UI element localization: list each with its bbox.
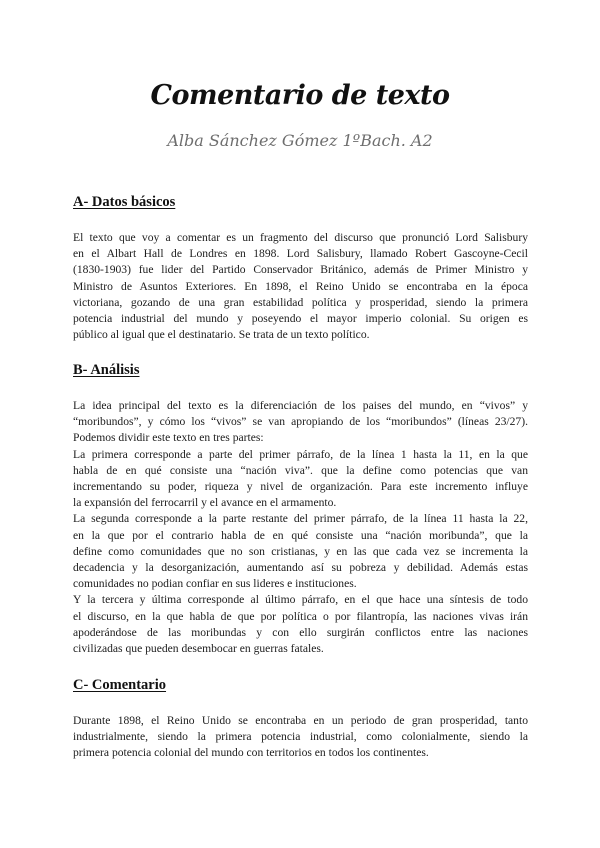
text-line: decadencia y la desorganización, aumentando así su pobreza y debilidad. Además estas <box>73 561 528 575</box>
text-line: público al igual que el destinatario. Se trata de un texto político. <box>73 328 370 342</box>
text-line: el discurso, en la que habla de que por política o por filantropía, las naciones vivas irán <box>73 609 528 623</box>
text-line: incrementando su poder, riqueza y nivel de organización. Para este incremento influye <box>73 480 528 494</box>
text-line: primera potencia colonial del mundo con territorios en todos los continentes. <box>73 746 429 760</box>
text-line: El texto que voy a comentar es un fragmento del discurso que pronunció Lord Salisbury <box>73 231 528 244</box>
text-line: habla de en qué consiste una “nación viva”. que la define como potencias que van <box>73 463 528 477</box>
section-heading-comentario: C- Comentario <box>73 677 167 693</box>
text-line: industrialmente, siendo la primera potencia industrial, como colonialmente, siendo la <box>73 730 528 744</box>
text-line: La segunda corresponde a la parte restante del primer párrafo, de la línea 11 hasta la 22, <box>73 512 528 526</box>
text-line: apoderándose de las moribundas y con ello surgirán conflictos entre las naciones <box>73 625 528 639</box>
section-heading-analisis: B- Análisis <box>73 362 140 378</box>
text-line: La primera corresponde a parte del primer párrafo, de la línea 1 hasta la 11, en la que <box>73 447 528 461</box>
text-line: (1830-1903) fue lider del Partido Conservador Británico, además de Primer Ministro y <box>73 263 528 277</box>
section-body-datos-basicos <box>73 230 528 343</box>
section-heading-datos-basicos: A- Datos básicos <box>73 194 176 210</box>
text-line: la expansión del ferrocarril y el avance en el armamento. <box>73 496 337 510</box>
text-line: en la que por el contrario habla de en qué consiste una “nación moribunda”, que la <box>73 528 528 542</box>
text-line: victoriana, gozando de una gran estabilidad política y prosperidad, siendo la primera <box>73 295 528 309</box>
section-body-analisis <box>73 398 528 657</box>
document-title: Comentario de texto <box>150 80 450 111</box>
text-line: Y la tercera y última corresponde al último párrafo, en el que hace una síntesis de todo <box>73 593 528 607</box>
text-line: en el Albart Hall de Londres en 1898. Lord Salisbury, llamado Robert Gascoyne-Cecil <box>73 247 528 261</box>
document-author: Alba Sánchez Gómez 1ºBach. A2 <box>167 131 433 150</box>
section-body-comentario <box>73 713 528 762</box>
text-line: Durante 1898, el Reino Unido se encontraba en un periodo de gran prosperidad, tanto <box>73 714 528 727</box>
text-line: define como comunidades que no son cristianas, y en las que cada vez se incrementa la <box>73 544 528 558</box>
text-line: Podemos dividir este texto en tres partes: <box>73 431 264 445</box>
text-line: comunidades no podian confiar en sus lideres e instituciones. <box>73 577 357 591</box>
text-line: Ministro de Asuntos Exteriores. En 1898, el Reino Unido se encontraba en la época <box>73 279 528 293</box>
text-line: La idea principal del texto es la diferenciación de los paises del mundo, en “vivos” y <box>73 399 528 412</box>
text-line: “moribundos”, y cómo los “vivos” se van apropiando de los “moribundos” (líneas 23/27). <box>73 415 528 429</box>
text-line: civilizadas que pueden desembocar en guerras fatales. <box>73 642 324 656</box>
text-line: potencia industrial del mundo y poseyendo el mayor imperio colonial. Su origen es <box>73 312 528 326</box>
